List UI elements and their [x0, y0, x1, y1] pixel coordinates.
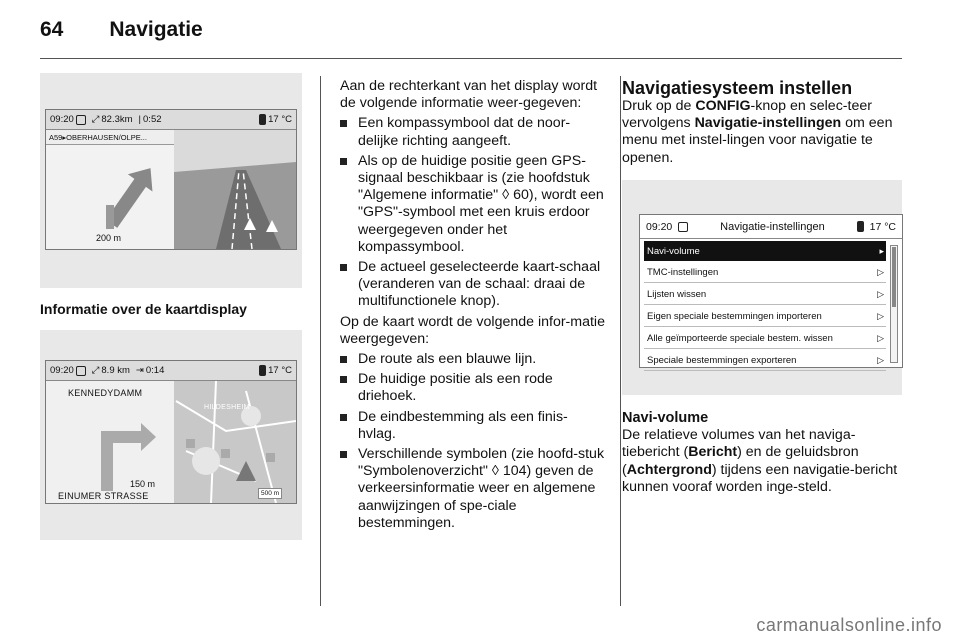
figure-caption: Informatie over de kaartdisplay — [40, 301, 247, 317]
status-bar — [46, 110, 296, 130]
list-item-text: Een kompassymbool dat de noor-delijke richting aangeeft. — [358, 115, 571, 149]
distance-remaining: ⤢ 8.9 km — [91, 365, 130, 376]
time-remaining: ⇥ 0:14 — [135, 365, 165, 376]
bullet-icon — [340, 158, 347, 165]
page-header — [40, 18, 203, 48]
page-number: 64 — [40, 18, 64, 41]
bullet-icon — [340, 120, 347, 127]
menu-scrollbar[interactable] — [890, 245, 898, 363]
list-item — [340, 409, 605, 443]
list-item-text: Verschillende symbolen (zie hoofd-stuk "Symbolenoverzicht" ◊ 104) geven de verkeersinformatie weer en algemene aanwijzingen of spe-ciale bestemmingen. — [358, 446, 605, 531]
distance-remaining: ⤢ 82.3km — [91, 114, 133, 125]
distance-value: 82.3km — [101, 114, 133, 125]
menu-item-delete-imported[interactable] — [644, 329, 886, 349]
menu-item-export-destinations[interactable] — [644, 351, 886, 371]
compass-icon — [76, 366, 86, 376]
list-item — [340, 259, 605, 311]
menu-item-label: Eigen speciale bestemmingen importeren — [647, 311, 822, 322]
status-bar — [46, 361, 296, 381]
text-run: om een menu met instel-lingen voor navigatie te openen. — [622, 115, 893, 166]
settings-menu-figure — [622, 180, 902, 395]
text-run: ) tijdens een navigatie-bericht kunnen vooraf worden inge-steld. — [622, 461, 898, 495]
compass-icon — [678, 222, 688, 232]
intro-paragraph: Aan de rechterkant van het display wordt de volgende informatie weer-gegeven: — [340, 78, 598, 112]
map-illustration — [46, 361, 296, 503]
compass-icon — [76, 115, 86, 125]
bullet-icon — [340, 414, 347, 421]
menu-title-bar — [640, 215, 902, 239]
text-run: ) en de geluidsbron ( — [622, 444, 859, 478]
list-item-text: De route als een blauwe lijn. — [358, 351, 537, 368]
temperature — [259, 114, 292, 125]
city-label: HILDESHEIM — [204, 404, 250, 411]
page-title: Navigatie — [109, 18, 203, 41]
list-item-text: De actueel geselecteerde kaart-schaal (veranderen van de schaal: draai de multifunctionele knop). — [358, 259, 601, 310]
column-2 — [340, 78, 605, 535]
navi-volume-section — [622, 410, 902, 496]
current-street: KENNEDYDAMM — [68, 388, 143, 398]
temperature-value: 17 °C — [268, 114, 292, 125]
time-remaining: | 0:52 — [138, 114, 162, 125]
menu-item-navi-volume[interactable] — [644, 241, 886, 261]
duration-value: 0:14 — [145, 365, 165, 376]
clock-time: 09:20 — [50, 114, 74, 125]
sub-heading: Navi-volume — [622, 410, 709, 426]
list-item — [340, 153, 605, 256]
list-item-text: De eindbestemming als een finis-hvlag. — [358, 408, 568, 442]
column-divider-1 — [320, 76, 321, 606]
bullet-icon — [340, 451, 347, 458]
menu-item-label: Alle geïmporteerde speciale bestem. wissen — [647, 333, 833, 344]
turn-distance: 200 m — [96, 233, 122, 243]
clock — [50, 114, 86, 125]
menu-item-label: Navi-volume — [647, 245, 700, 257]
chevron-right-icon: ▷ — [877, 267, 884, 277]
list-item-text: Als op de huidige positie geen GPS-signaal beschikbaar is (zie hoofdstuk "Algemene informatie" ◊ 60), wordt een "GPS"-symbool met een kruis erdoor weergegeven onder het kompassymbool. — [358, 152, 604, 255]
text-run: De relatieve volumes van het naviga-tiebericht ( — [622, 427, 856, 461]
header-rule — [40, 58, 902, 59]
column-3 — [622, 78, 902, 167]
list-item — [340, 371, 605, 405]
menu-title: Navigatie-instellingen — [720, 220, 825, 233]
text-run: Druk op de — [622, 98, 696, 114]
menu-item-tmc-settings[interactable] — [644, 263, 886, 283]
list-item-text: De huidige positie als een rode driehoek. — [358, 371, 553, 405]
list-item — [340, 115, 605, 149]
menu-item-label: Speciale bestemmingen exporteren — [647, 355, 797, 366]
menu-item-label: TMC-instellingen — [647, 267, 719, 278]
distance-value: 8.9 km — [101, 365, 130, 376]
text-run: -knop en selec-teer vervolgens — [622, 98, 872, 132]
menu-item-import-destinations[interactable] — [644, 307, 886, 327]
menu-name: Navigatie-instellingen — [694, 115, 842, 132]
intro-paragraph-2: Op de kaart wordt de volgende infor-matie weergegeven: — [340, 313, 605, 347]
option-name: Achtergrond — [626, 461, 712, 478]
duration-value: 0:52 — [143, 114, 162, 125]
road-name: A59▸OBERHAUSEN/OLPE... — [46, 130, 174, 145]
menu-item-label: Lijsten wissen — [647, 289, 707, 300]
thermometer-icon — [857, 221, 864, 232]
option-name: Bericht — [688, 444, 738, 461]
guidance-display-figure — [40, 73, 302, 288]
temperature-value: 17 °C — [869, 220, 896, 233]
navi-volume-paragraph — [622, 427, 902, 496]
map-screen — [45, 360, 297, 504]
scrollbar-thumb[interactable] — [892, 247, 896, 307]
turn-distance: 150 m — [130, 479, 156, 489]
list-item — [340, 351, 605, 368]
temperature — [259, 365, 292, 376]
thermometer-icon — [259, 365, 266, 376]
settings-menu-screen — [639, 214, 903, 368]
clock-time: 09:20 — [646, 220, 673, 233]
map-display-figure — [40, 330, 302, 540]
list-item — [340, 446, 605, 532]
column-divider-2 — [620, 76, 621, 606]
watermark: carmanualsonline.info — [756, 615, 942, 635]
bullet-icon — [340, 356, 347, 363]
temperature-value: 17 °C — [268, 365, 292, 376]
bullet-icon — [340, 264, 347, 271]
map-scale: 500 m — [258, 488, 282, 499]
clock-time: 09:20 — [50, 365, 74, 376]
chevron-right-icon: ▷ — [877, 289, 884, 299]
menu-item-clear-lists[interactable] — [644, 285, 886, 305]
chevron-right-icon: ▷ — [877, 311, 884, 321]
guidance-screen — [45, 109, 297, 250]
section-heading: Navigatiesysteem instellen — [622, 78, 853, 98]
chevron-right-icon: ▷ — [877, 355, 884, 365]
config-paragraph — [622, 98, 902, 167]
config-button-name: CONFIG — [695, 98, 751, 114]
clock — [50, 365, 86, 376]
chevron-right-icon: ▸ — [879, 245, 884, 256]
next-street: EINUMER STRASSE — [58, 491, 149, 501]
chevron-right-icon: ▷ — [877, 333, 884, 343]
thermometer-icon — [259, 114, 266, 125]
bullet-icon — [340, 376, 347, 383]
